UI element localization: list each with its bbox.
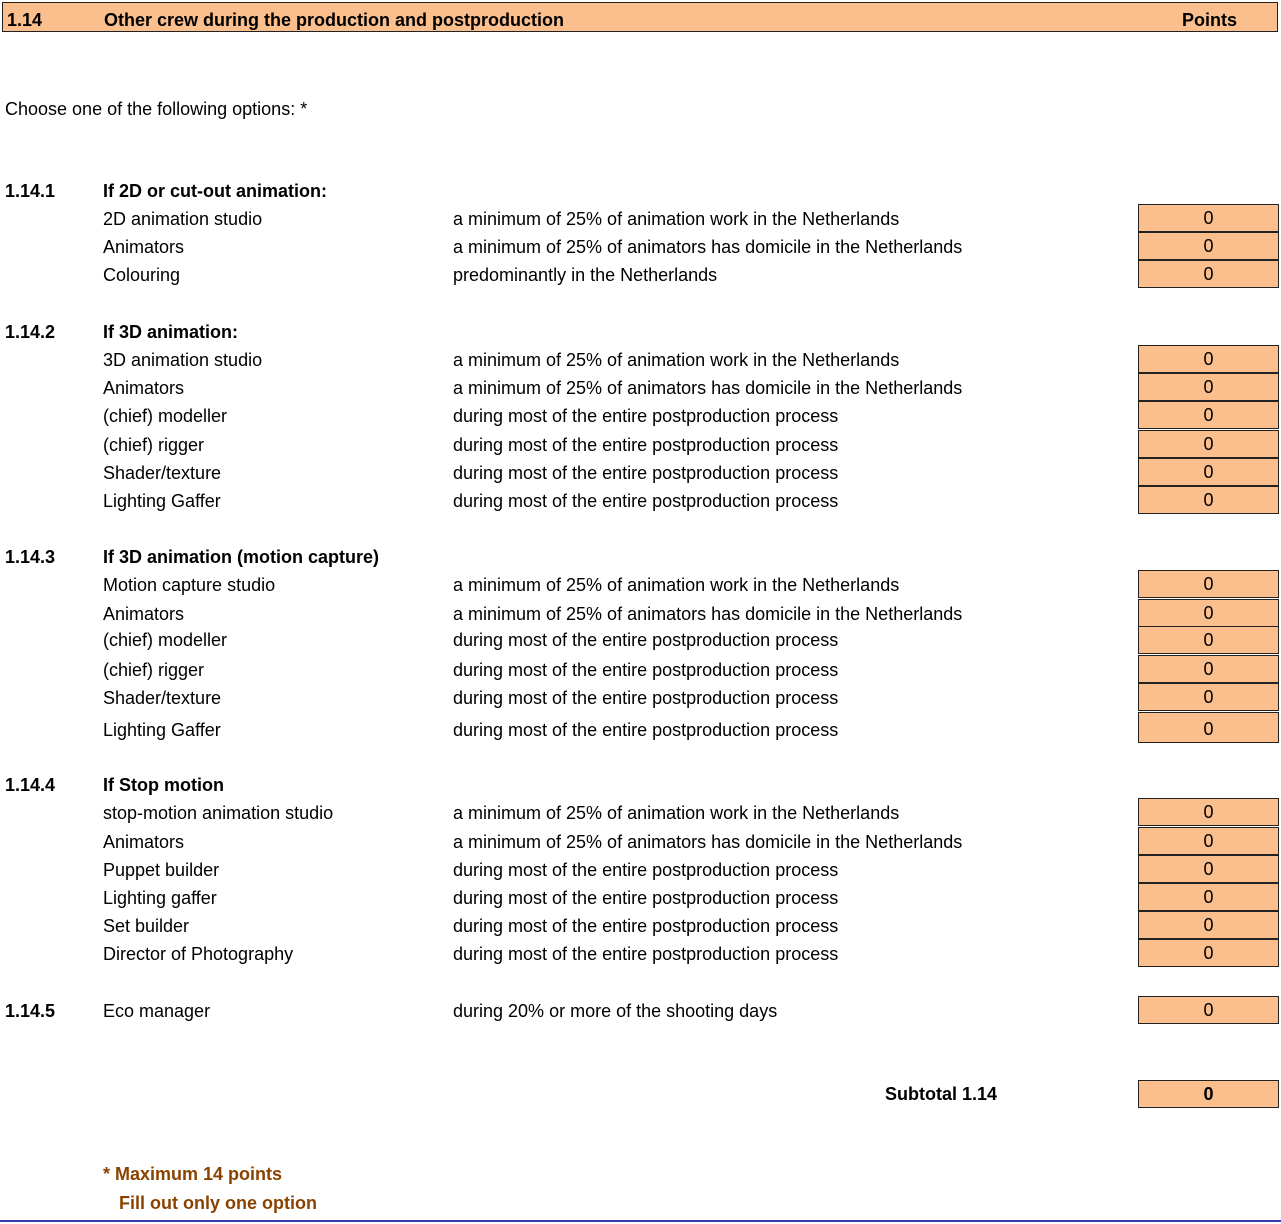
section-title: Other crew during the production and postproduction bbox=[104, 10, 564, 30]
points-field[interactable]: 0 bbox=[1138, 996, 1279, 1024]
role-label: (chief) rigger bbox=[103, 435, 205, 455]
role-label: Lighting Gaffer bbox=[103, 491, 221, 511]
role-label: Animators bbox=[103, 832, 185, 852]
option-number: 1.14.3 bbox=[5, 547, 56, 567]
option-heading: If 2D or cut-out animation: bbox=[103, 181, 327, 201]
role-label: Animators bbox=[103, 378, 185, 398]
role-label: Director of Photography bbox=[103, 944, 294, 964]
role-label: stop-motion animation studio bbox=[103, 803, 334, 823]
points-field[interactable]: 0 bbox=[1138, 430, 1279, 458]
criterion-text: during most of the entire postproduction process bbox=[453, 688, 839, 708]
role-label: (chief) rigger bbox=[103, 660, 205, 680]
role-label: (chief) modeller bbox=[103, 406, 228, 426]
points-field[interactable]: 0 bbox=[1138, 345, 1279, 373]
criterion-text: a minimum of 25% of animators has domicile in the Netherlands bbox=[453, 604, 963, 624]
points-field[interactable]: 0 bbox=[1138, 260, 1279, 288]
points-field[interactable]: 0 bbox=[1138, 401, 1279, 429]
points-field[interactable]: 0 bbox=[1138, 939, 1279, 967]
points-field[interactable]: 0 bbox=[1138, 798, 1279, 826]
role-label: Lighting gaffer bbox=[103, 888, 217, 908]
criterion-text: during most of the entire postproduction process bbox=[453, 888, 839, 908]
criterion-text: a minimum of 25% of animators has domicile in the Netherlands bbox=[453, 237, 963, 257]
criterion-text: a minimum of 25% of animators has domicile in the Netherlands bbox=[453, 378, 963, 398]
points-field[interactable]: 0 bbox=[1138, 626, 1279, 654]
points-field[interactable]: 0 bbox=[1138, 683, 1279, 711]
role-label: Colouring bbox=[103, 265, 181, 285]
criterion-text: during most of the entire postproduction process bbox=[453, 660, 839, 680]
criterion-text: predominantly in the Netherlands bbox=[453, 265, 718, 285]
points-field[interactable]: 0 bbox=[1138, 855, 1279, 883]
role-label: Animators bbox=[103, 604, 185, 624]
points-column-label: Points bbox=[1182, 10, 1238, 30]
points-field[interactable]: 0 bbox=[1138, 599, 1279, 627]
role-label: 2D animation studio bbox=[103, 209, 263, 229]
role-label: Eco manager bbox=[103, 1001, 211, 1021]
criterion-text: a minimum of 25% of animation work in the Netherlands bbox=[453, 350, 900, 370]
criterion-text: during most of the entire postproduction process bbox=[453, 916, 839, 936]
option-number: 1.14.2 bbox=[5, 322, 56, 342]
criterion-text: a minimum of 25% of animation work in the Netherlands bbox=[453, 803, 900, 823]
role-label: Shader/texture bbox=[103, 463, 222, 483]
criterion-text: during most of the entire postproduction process bbox=[453, 630, 839, 650]
points-field[interactable]: 0 bbox=[1138, 911, 1279, 939]
option-number: 1.14.5 bbox=[5, 1001, 56, 1021]
subtotal-value: 0 bbox=[1138, 1080, 1279, 1108]
role-label: Set builder bbox=[103, 916, 190, 936]
points-field[interactable]: 0 bbox=[1138, 827, 1279, 855]
one-option-note: Fill out only one option bbox=[119, 1193, 317, 1213]
points-field[interactable]: 0 bbox=[1138, 486, 1279, 514]
instruction-text: Choose one of the following options: * bbox=[5, 99, 308, 119]
points-field[interactable]: 0 bbox=[1138, 883, 1279, 911]
points-field[interactable]: 0 bbox=[1138, 712, 1279, 743]
role-label: Shader/texture bbox=[103, 688, 222, 708]
option-heading: If 3D animation: bbox=[103, 322, 239, 342]
criterion-text: during most of the entire postproduction process bbox=[453, 491, 839, 511]
criterion-text: a minimum of 25% of animation work in the Netherlands bbox=[453, 575, 900, 595]
role-label: Puppet builder bbox=[103, 860, 220, 880]
subtotal-label: Subtotal 1.14 bbox=[885, 1084, 998, 1104]
criterion-text: during most of the entire postproduction process bbox=[453, 944, 839, 964]
role-label: (chief) modeller bbox=[103, 630, 228, 650]
criterion-text: during most of the entire postproduction process bbox=[453, 435, 839, 455]
option-heading: If Stop motion bbox=[103, 775, 224, 795]
points-field[interactable]: 0 bbox=[1138, 232, 1279, 260]
role-label: Motion capture studio bbox=[103, 575, 276, 595]
points-field[interactable]: 0 bbox=[1138, 570, 1279, 598]
points-field[interactable]: 0 bbox=[1138, 655, 1279, 683]
role-label: Animators bbox=[103, 237, 185, 257]
points-field[interactable]: 0 bbox=[1138, 458, 1279, 486]
section-number: 1.14 bbox=[7, 10, 43, 30]
option-number: 1.14.4 bbox=[5, 775, 56, 795]
criterion-text: during 20% or more of the shooting days bbox=[453, 1001, 778, 1021]
option-heading: If 3D animation (motion capture) bbox=[103, 547, 380, 567]
section-header bbox=[2, 2, 1278, 32]
criterion-text: a minimum of 25% of animation work in the Netherlands bbox=[453, 209, 900, 229]
option-number: 1.14.1 bbox=[5, 181, 56, 201]
criterion-text: during most of the entire postproduction process bbox=[453, 860, 839, 880]
role-label: Lighting Gaffer bbox=[103, 720, 221, 740]
max-points-note: * Maximum 14 points bbox=[103, 1164, 283, 1184]
page-divider bbox=[0, 1220, 1281, 1222]
points-field[interactable]: 0 bbox=[1138, 373, 1279, 401]
role-label: 3D animation studio bbox=[103, 350, 263, 370]
criterion-text: during most of the entire postproduction process bbox=[453, 406, 839, 426]
criterion-text: during most of the entire postproduction process bbox=[453, 720, 839, 740]
points-field[interactable]: 0 bbox=[1138, 204, 1279, 232]
criterion-text: during most of the entire postproduction process bbox=[453, 463, 839, 483]
criterion-text: a minimum of 25% of animators has domicile in the Netherlands bbox=[453, 832, 963, 852]
